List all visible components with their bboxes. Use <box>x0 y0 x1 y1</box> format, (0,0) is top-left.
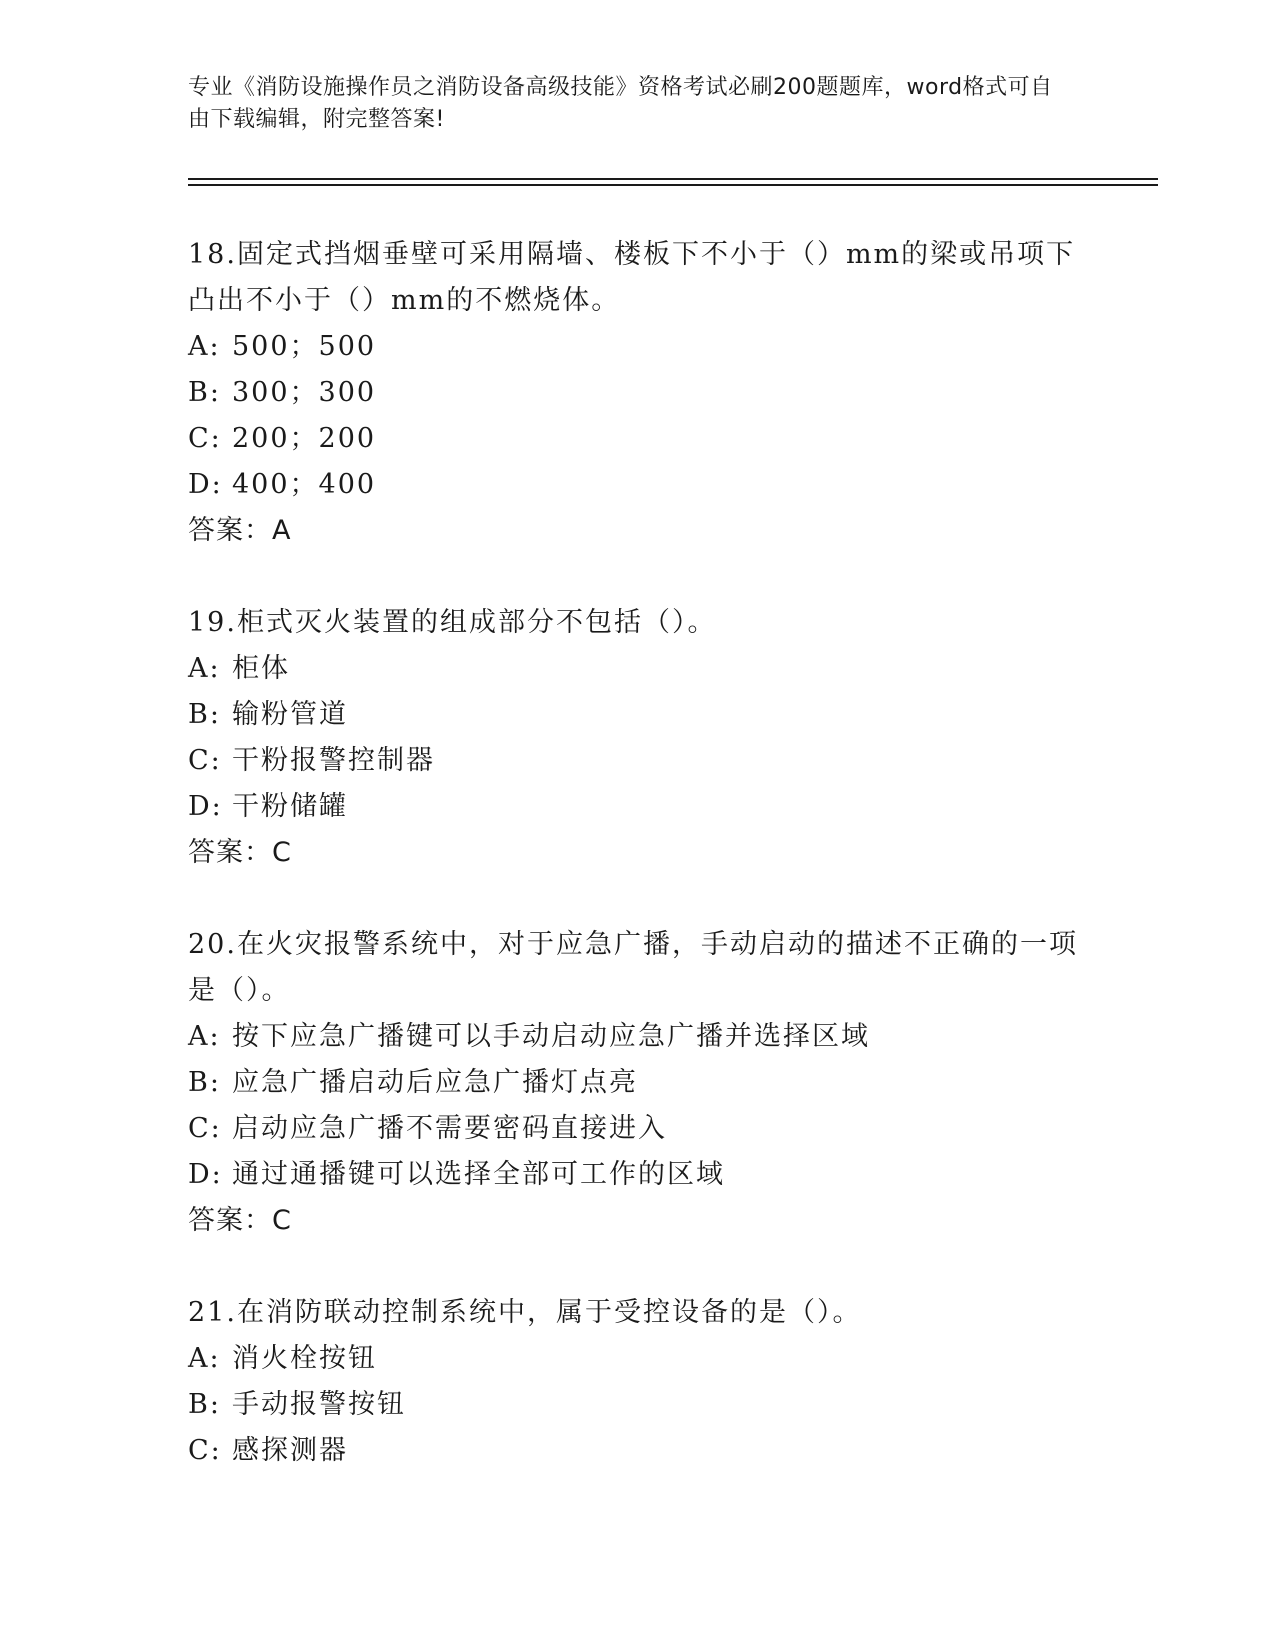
question-19 <box>188 600 1088 876</box>
question-20 <box>188 922 1088 1244</box>
option-text: 应急广播启动后应急广播灯点亮 <box>232 1067 638 1098</box>
option-b <box>188 370 1088 416</box>
question-21 <box>188 1290 1088 1474</box>
question-stem: 19.柜式灭火装置的组成部分不包括（）。 <box>188 607 717 638</box>
option-a <box>188 1014 1088 1060</box>
option-a <box>188 324 1088 370</box>
option-text: 干粉报警控制器 <box>232 745 435 776</box>
option-key: C: <box>188 1113 222 1144</box>
answer-line: 答案：C <box>188 1205 292 1236</box>
header-divider-top <box>188 178 1158 180</box>
option-key: C: <box>188 745 222 776</box>
option-text: 按下应急广播键可以手动启动应急广播并选择区域 <box>232 1021 870 1052</box>
option-text: 启动应急广播不需要密码直接进入 <box>232 1113 667 1144</box>
option-key: A: <box>188 1343 221 1374</box>
option-key: B: <box>188 1389 221 1420</box>
option-c <box>188 416 1088 462</box>
option-b <box>188 1382 1088 1428</box>
option-text: 感探测器 <box>232 1435 348 1466</box>
option-text: 手动报警按钮 <box>232 1389 406 1420</box>
option-b <box>188 692 1088 738</box>
option-key: C: <box>188 1435 222 1466</box>
option-c <box>188 1106 1088 1152</box>
option-text: 通过通播键可以选择全部可工作的区域 <box>232 1159 725 1190</box>
question-stem: 20.在火灾报警系统中，对于应急广播，手动启动的描述不正确的一项是（）。 <box>188 929 1078 1006</box>
option-text: 柜体 <box>232 653 290 684</box>
option-d <box>188 1152 1088 1198</box>
answer-line: 答案：A <box>188 515 292 546</box>
option-a <box>188 1336 1088 1382</box>
document-header: 专业《消防设施操作员之消防设备高级技能》资格考试必刷200题题库，word格式可自由下载编辑，附完整答案! <box>188 75 1053 132</box>
option-text: 500；500 <box>232 331 377 362</box>
question-stem: 18.固定式挡烟垂壁可采用隔墙、楼板下不小于（）mm的梁或吊项下凸出不小于（）mm的不燃烧体。 <box>188 239 1076 316</box>
option-a <box>188 646 1088 692</box>
option-key: B: <box>188 699 221 730</box>
option-c <box>188 738 1088 784</box>
option-text: 400；400 <box>232 469 377 500</box>
question-list <box>188 232 1088 1520</box>
option-key: D: <box>188 469 223 500</box>
option-d <box>188 462 1088 508</box>
question-stem: 21.在消防联动控制系统中，属于受控设备的是（）。 <box>188 1297 862 1328</box>
option-b <box>188 1060 1088 1106</box>
option-key: A: <box>188 1021 221 1052</box>
option-c <box>188 1428 1088 1474</box>
option-text: 干粉储罐 <box>232 791 348 822</box>
option-text: 消火栓按钮 <box>232 1343 377 1374</box>
question-18 <box>188 232 1088 554</box>
option-key: B: <box>188 377 221 408</box>
option-d <box>188 784 1088 830</box>
answer-line: 答案：C <box>188 837 292 868</box>
option-key: C: <box>188 423 222 454</box>
option-key: A: <box>188 331 221 362</box>
option-key: B: <box>188 1067 221 1098</box>
option-text: 输粉管道 <box>232 699 348 730</box>
option-text: 200；200 <box>232 423 377 454</box>
option-key: A: <box>188 653 221 684</box>
option-key: D: <box>188 791 223 822</box>
option-key: D: <box>188 1159 223 1190</box>
header-divider-bottom <box>188 184 1158 186</box>
option-text: 300；300 <box>232 377 377 408</box>
